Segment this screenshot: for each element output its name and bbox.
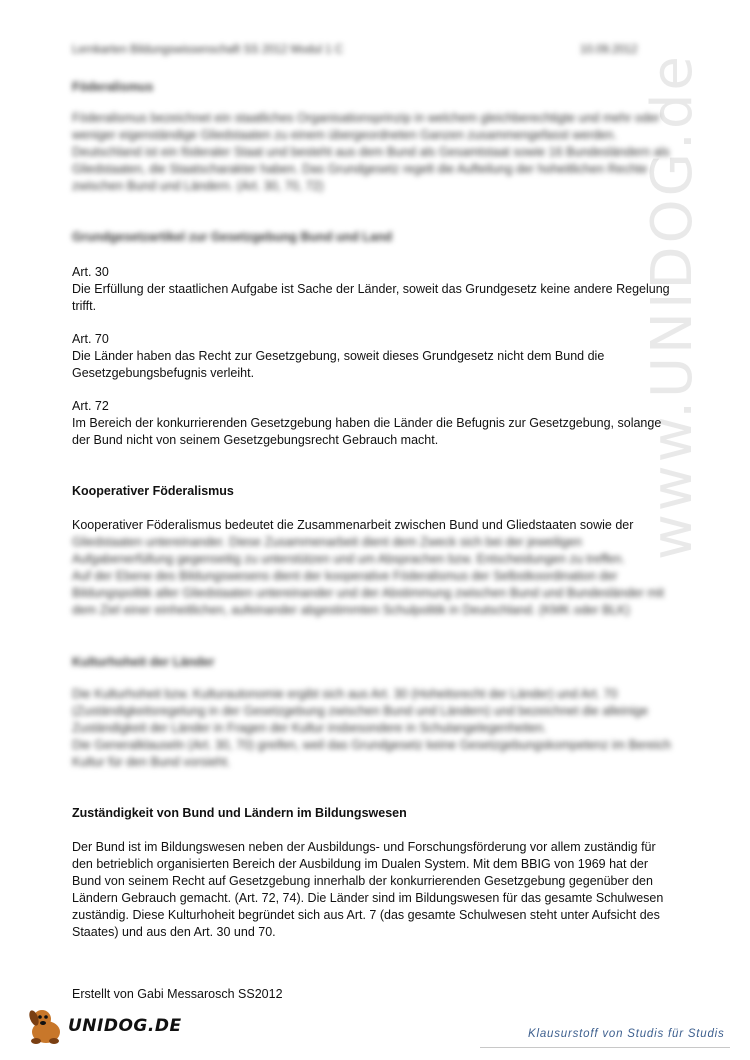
text-line: Ländern Gebrauch gemacht. (Art. 72, 74). Die Länder sind im Bildungswesen für das gesamte Schulwesen xyxy=(72,891,664,905)
dog-icon xyxy=(24,1006,68,1046)
text-line: dem Ziel einer einheitlichen, aufeinander abgestimmten Schulpolitik in Deutschland. (KMK oder BLK) xyxy=(72,603,630,617)
header-title: Lernkarten Bildungswissenschaft SS 2012 Modul 1 C xyxy=(72,44,344,56)
article-title: Art. 70 xyxy=(72,332,109,346)
text-line: der Bund nicht von seinem Gesetzgebungsrecht Gebrauch macht. xyxy=(72,433,439,447)
article-70 xyxy=(72,331,680,382)
text-line: Die Kulturhoheit bzw. Kulturautonomie ergibt sich aus Art. 30 (Hoheitsrecht der Länder) und Art. 70 xyxy=(72,687,618,701)
text-line: Aufgabenerfüllung gegenseitig zu unterstützen und um Absprachen bzw. Entscheidungen zu treffen. xyxy=(72,552,625,566)
watermark: www.UNIDOG.de xyxy=(640,53,705,560)
heading-zustaendigkeit: Zuständigkeit von Bund und Ländern im Bildungswesen xyxy=(72,806,407,820)
article-30 xyxy=(72,264,680,315)
article-72 xyxy=(72,398,680,449)
heading-foederalismus: Föderalismus xyxy=(72,80,154,94)
text-line: Bildungspolitik aller Gliedstaaten untereinander und der Abstimmung zwischen Bund und Bundesländer mit xyxy=(72,586,665,600)
paragraph-kulturhoheit xyxy=(72,686,680,771)
paragraph-kooperativ-first xyxy=(72,517,680,534)
footer-tagline: Klausurstoff von Studis für Studis xyxy=(528,1028,725,1040)
text-line: Die Erfüllung der staatlichen Aufgabe ist Sache der Länder, soweit das Grundgesetz keine andere Regelung xyxy=(72,282,670,296)
footer-divider xyxy=(480,1047,730,1048)
text-line: Der Bund ist im Bildungswesen neben der Ausbildungs- und Forschungsförderung vor allem zuständig für xyxy=(72,840,656,854)
heading-grundgesetz: Grundgesetzartikel zur Gesetzgebung Bund und Land xyxy=(72,230,393,244)
article-title: Art. 30 xyxy=(72,265,109,279)
text-line: weniger eigenständige Gliedstaaten zu einem übergeordneten Ganzen zusammengefasst werden. xyxy=(72,128,617,142)
text-line: trifft. xyxy=(72,299,97,313)
header-date: 10.09.2012 xyxy=(580,44,638,56)
heading-kulturhoheit: Kulturhoheit der Länder xyxy=(72,655,215,669)
author-line xyxy=(72,986,680,1003)
paragraph-kooperativ-rest xyxy=(72,534,680,619)
paragraph-zustaendigkeit xyxy=(72,839,680,941)
unidog-logo xyxy=(24,1006,182,1046)
text-line: Die Generalklauseln (Art. 30, 70) greifen, weil das Grundgesetz keine Gesetzgebungskompetenz im Bereich xyxy=(72,738,671,752)
text-line: Die Länder haben das Recht zur Gesetzgebung, soweit dieses Grundgesetz nicht dem Bund die xyxy=(72,349,605,363)
article-title: Art. 72 xyxy=(72,399,109,413)
text-line: Deutschland ist ein föderaler Staat und besteht aus dem Bund als Gesamtstaat sowie 16 Bundesländern als xyxy=(72,145,670,159)
text-line: Im Bereich der konkurrierenden Gesetzgebung haben die Länder die Befugnis zur Gesetzgebung, solange xyxy=(72,416,662,430)
text-line: Föderalismus bezeichnet ein staatliches Organisationsprinzip in welchem gleichberechtigte und mehr oder xyxy=(72,111,660,125)
text-line: Gesetzgebungsbefugnis verleiht. xyxy=(72,366,255,380)
text-line: zuständig. Diese Kulturhoheit begründet sich aus Art. 7 (das gesamte Schulwesen steht unter Aufsicht des xyxy=(72,908,660,922)
text-line: Bund von seinem Recht auf Gesetzgebung innerhalb der konkurrierenden Gesetzgebung gegenüber den xyxy=(72,874,653,888)
text-line: Gliedstaaten untereinander. Diese Zusammenarbeit dient dem Zweck sich bei der jeweiligen xyxy=(72,535,582,549)
text-line: Gliedstaaten, die Staatscharakter haben. Das Grundgesetz regelt die Aufteilung der hoheitlichen Rechte xyxy=(72,162,648,176)
text-line: (Zuständigkeitsregelung in der Gesetzgebung zwischen Bund und Ländern) und bezeichnet die alleinige xyxy=(72,704,649,718)
text-line: Staates) und aus den Art. 30 und 70. xyxy=(72,925,276,939)
text-line: Kooperativer Föderalismus bedeutet die Zusammenarbeit zwischen Bund und Gliedstaaten sowie der xyxy=(72,518,634,532)
paragraph-foederalismus xyxy=(72,110,680,195)
heading-kooperativ: Kooperativer Föderalismus xyxy=(72,484,234,498)
text-line: zwischen Bund und Ländern. (Art. 30, 70, 72) xyxy=(72,179,324,193)
text-line: Auf der Ebene des Bildungswesens dient der kooperative Föderalismus der Selbstkoordination der xyxy=(72,569,618,583)
logo-text: UNIDOG.DE xyxy=(68,1016,182,1036)
author: Erstellt von Gabi Messarosch SS2012 xyxy=(72,987,283,1001)
text-line: Zuständigkeit der Länder in Fragen der Kultur insbesondere in Schulangelegenheiten. xyxy=(72,721,547,735)
text-line: Kultur für den Bund vorsieht. xyxy=(72,755,231,769)
text-line: den betrieblich organisierten Bereich der Ausbildung im Dualen System. Mit dem BBIG von 1969 hat der xyxy=(72,857,649,871)
